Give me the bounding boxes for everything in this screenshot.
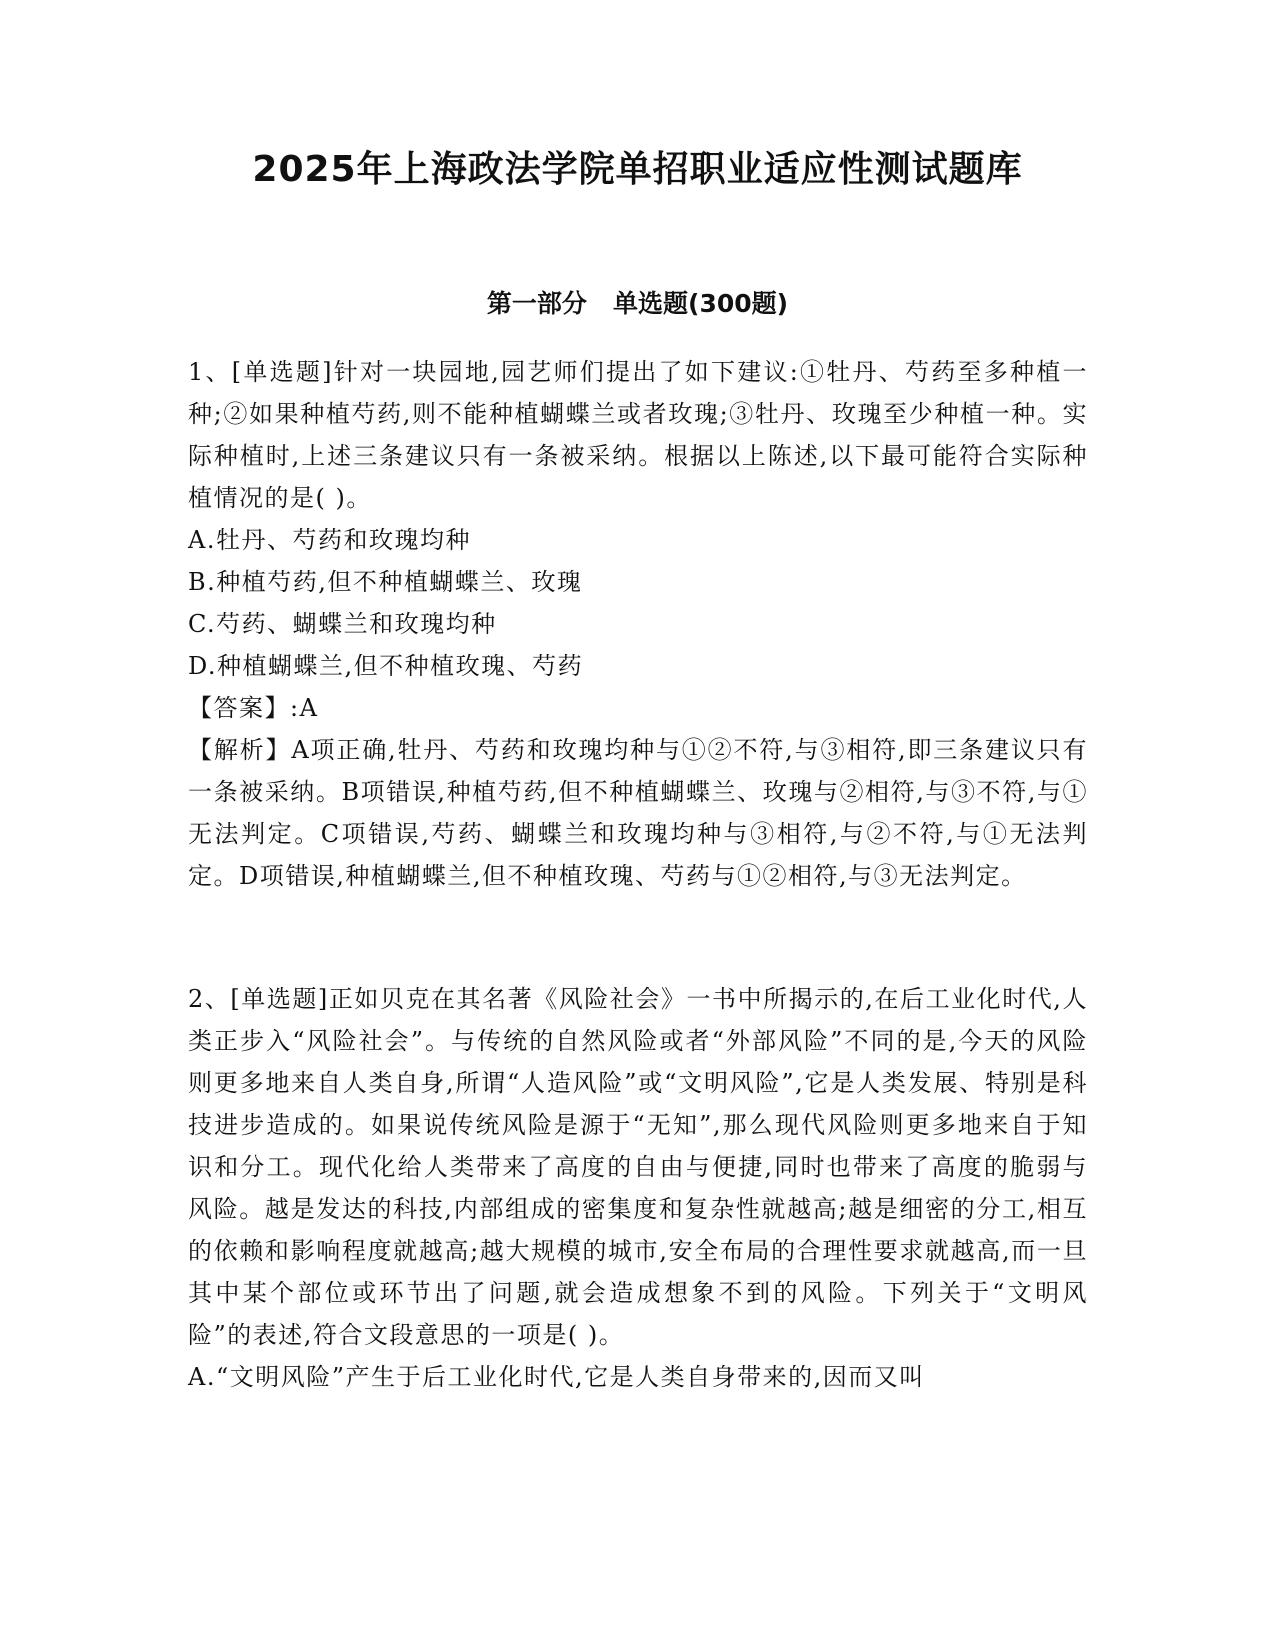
question-1-option-c: C.芍药、蝴蝶兰和玫瑰均种: [188, 610, 497, 638]
question-1-option-a: A.牡丹、芍药和玫瑰均种: [188, 526, 471, 554]
question-1-answer: 【答案】:A: [188, 694, 319, 722]
question-1-analysis: 【解析】A项正确,牡丹、芍药和玫瑰均种与①②不符,与③相符,即三条建议只有一条被采纳。B项错误,种植芍药,但不种植蝴蝶兰、玫瑰与②相符,与③不符,与①无法判定。C项错误,芍药、蝴蝶兰和玫瑰均种与③相符,与②不符,与①无法判定。D项错误,种植蝴蝶兰,但不种植玫瑰、芍药与①②相符,与③无法判定。: [188, 736, 1088, 890]
question-1-option-d: D.种植蝴蝶兰,但不种植玫瑰、芍药: [188, 652, 584, 680]
question-1-stem: 1、[单选题]针对一块园地,园艺师们提出了如下建议:①牡丹、芍药至多种植一种;②如果种植芍药,则不能种植蝴蝶兰或者玫瑰;③牡丹、玫瑰至少种植一种。实际种植时,上述三条建议只有一条被采纳。根据以上陈述,以下最可能符合实际种植情况的是( )。: [188, 358, 1088, 512]
question-2-stem: 2、[单选题]正如贝克在其名著《风险社会》一书中所揭示的,在后工业化时代,人类正步入“风险社会”。与传统的自然风险或者“外部风险”不同的是,今天的风险则更多地来自人类自身,所谓“人造风险”或“文明风险”,它是人类发展、特别是科技进步造成的。如果说传统风险是源于“无知”,那么现代风险则更多地来自于知识和分工。现代化给人类带来了高度的自由与便捷,同时也带来了高度的脆弱与风险。越是发达的科技,内部组成的密集度和复杂性就越高;越是细密的分工,相互的依赖和影响程度就越高;越大规模的城市,安全布局的合理性要求就越高,而一旦其中某个部位或环节出了问题,就会造成想象不到的风险。下列关于“文明风险”的表述,符合文段意思的一项是( )。: [188, 985, 1088, 1349]
question-1: [188, 351, 1088, 897]
question-1-option-b: B.种植芍药,但不种植蝴蝶兰、玫瑰: [188, 568, 583, 596]
question-2: [188, 978, 1088, 1398]
question-2-option-a: A.“文明风险”产生于后工业化时代,它是人类自身带来的,因而又叫: [188, 1363, 925, 1391]
section-heading: 第一部分 单选题(300题): [486, 289, 789, 318]
document-title: 2025年上海政法学院单招职业适应性测试题库: [252, 149, 1023, 190]
